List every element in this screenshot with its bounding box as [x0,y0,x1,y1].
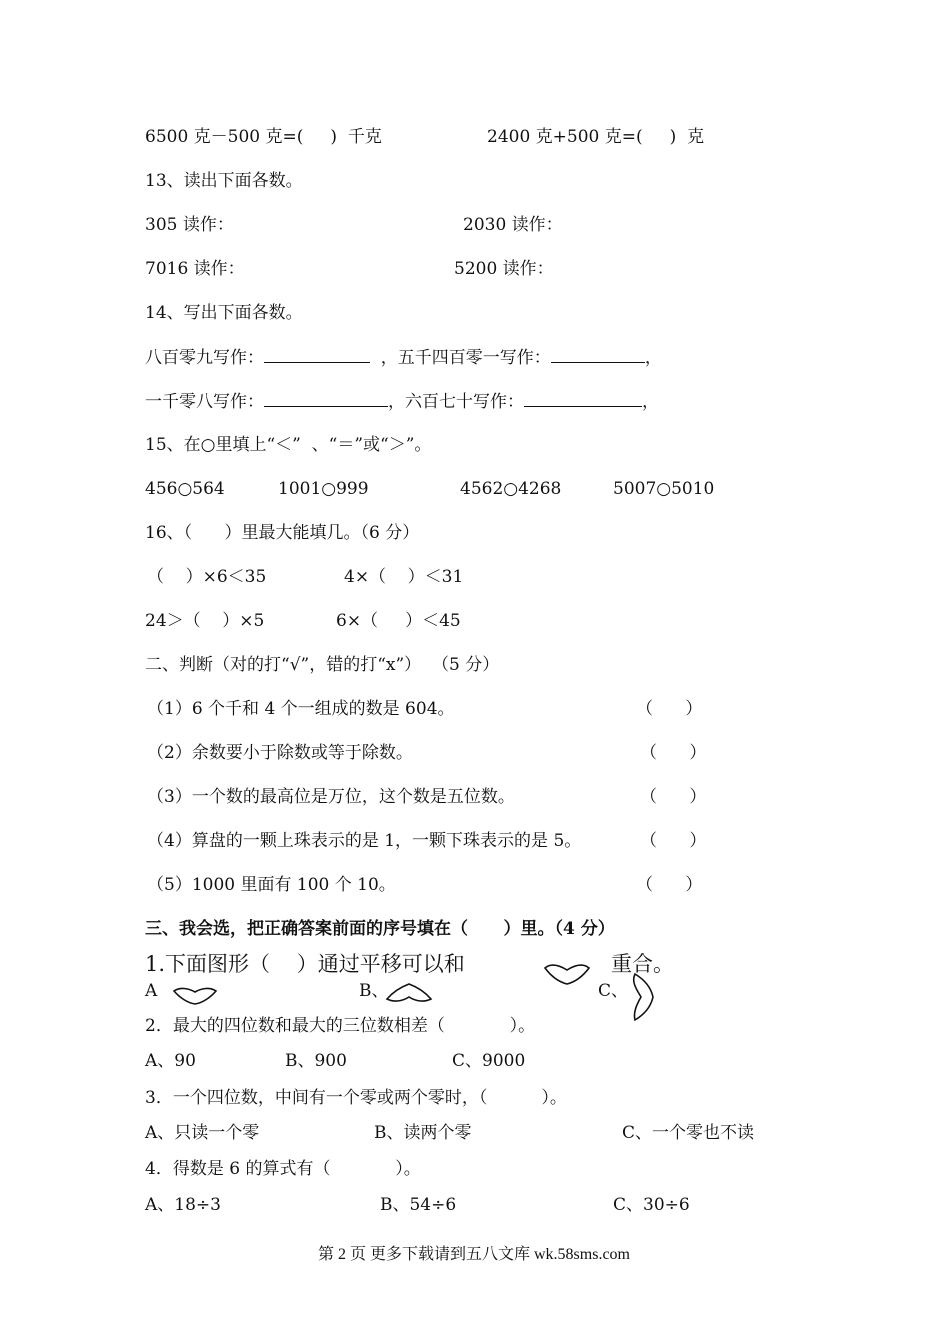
question-14-title: 14、写出下面各数。 [145,303,303,323]
compare-item[interactable]: 5007○5010 [613,479,715,499]
fill-item[interactable]: 6×（ ）＜45 [336,611,461,631]
judge-statement-1: （1）6 个千和 4 个一组成的数是 604。 [147,699,455,719]
question-15-title: 15、在○里填上“＜” 、“＝”或“＞”。 [145,435,432,455]
judge-statement-2: （2）余数要小于除数或等于除数。 [147,743,413,763]
section-3-title: 三、我会选，把正确答案前面的序号填在（ ）里。（4 分） [145,919,615,939]
read-7016: 7016 读作： [145,259,245,279]
write-5401-label: ，五千四百零一写作： [370,348,551,368]
choice-4-option-a[interactable]: A、18÷3 [145,1195,221,1215]
page-footer: 第 2 页 更多下载请到五八文库 wk.58sms.com [318,1246,631,1263]
choice-4-option-c[interactable]: C、30÷6 [613,1195,690,1215]
option-a-label[interactable]: A [145,981,158,1001]
choice-3-question: 3．一个四位数，中间有一个零或两个零时，（ ）。 [145,1088,567,1108]
fill-item[interactable]: 24＞（ ）×5 [145,611,265,631]
judge-statement-5: （5）1000 里面有 100 个 10。 [147,875,396,895]
write-line-1: 八百零九写作： ，五千四百零一写作： ， [145,348,662,368]
write-809-label: 八百零九写作： [145,348,264,368]
write-line-2: 一千零八写作： ，六百七十写作： ， [145,392,659,412]
conversion-1: 6500 克－500 克=( ) 千克 [145,127,382,147]
write-1008-label: 一千零八写作： [145,392,264,412]
target-shape-icon [543,962,591,986]
choice-1-question: 1.下面图形（ ）通过平移可以和 [145,952,465,976]
option-c-label[interactable]: C、 [598,981,629,1001]
write-670-label: ，六百七十写作： [388,392,524,412]
answer-blank[interactable] [264,390,388,407]
answer-blank[interactable] [551,346,645,363]
judge-answer-box[interactable]: （ ） [636,699,703,719]
compare-item[interactable]: 4562○4268 [460,479,562,499]
choice-2-option-a[interactable]: A、90 [145,1051,196,1071]
option-a-shape-icon[interactable] [172,985,218,1005]
choice-3-option-b[interactable]: B、读两个零 [374,1123,472,1143]
read-2030: 2030 读作： [463,215,563,235]
option-b-label[interactable]: B、 [359,981,389,1001]
section-2-title: 二、判断（对的打“√”，错的打“x”） （5 分） [145,655,500,675]
choice-2-question: 2．最大的四位数和最大的三位数相差（ ）。 [145,1016,536,1036]
compare-item[interactable]: 1001○999 [278,479,369,499]
choice-3-option-c[interactable]: C、一个零也不读 [622,1123,755,1143]
judge-answer-box[interactable]: （ ） [636,875,703,895]
choice-3-option-a[interactable]: A、只读一个零 [145,1123,260,1143]
judge-statement-4: （4）算盘的一颗上珠表示的是 1，一颗下珠表示的是 5。 [147,831,582,851]
option-c-shape-icon[interactable] [629,972,655,1022]
compare-item[interactable]: 456○564 [145,479,225,499]
choice-2-option-b[interactable]: B、900 [285,1051,347,1071]
judge-answer-box[interactable]: （ ） [640,743,707,763]
question-13-title: 13、读出下面各数。 [145,171,303,191]
read-305: 305 读作： [145,215,234,235]
choice-4-question: 4．得数是 6 的算式有（ ）。 [145,1159,421,1179]
fill-item[interactable]: 4×（ ）＜31 [344,567,464,587]
judge-answer-box[interactable]: （ ） [640,831,707,851]
question-16-title: 16、（ ）里最大能填几。（6 分） [145,523,420,543]
answer-blank[interactable] [264,346,370,363]
answer-blank[interactable] [524,390,642,407]
option-b-shape-icon[interactable] [385,982,433,1004]
choice-1-question-end: 重合。 [611,952,674,976]
read-5200: 5200 读作： [454,259,554,279]
judge-statement-3: （3）一个数的最高位是万位，这个数是五位数。 [147,787,515,807]
judge-answer-box[interactable]: （ ） [640,787,707,807]
conversion-2: 2400 克+500 克=( ) 克 [487,127,705,147]
choice-4-option-b[interactable]: B、54÷6 [380,1195,457,1215]
fill-item[interactable]: （ ）×6＜35 [147,567,267,587]
choice-2-option-c[interactable]: C、9000 [452,1051,526,1071]
